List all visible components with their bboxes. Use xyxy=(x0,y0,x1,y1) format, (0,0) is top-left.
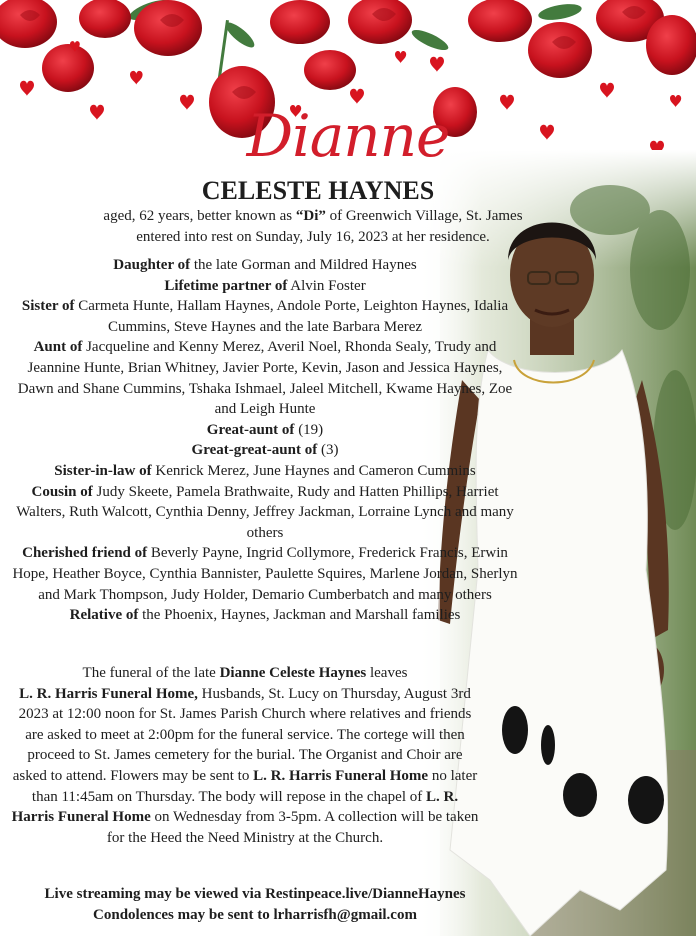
relation-text: (3) xyxy=(317,442,339,459)
surname-heading: CELESTE HAYNES xyxy=(201,176,435,205)
relation-text: Kenrick Merez, June Haynes and Cameron Cummins xyxy=(151,462,476,479)
funeral-text-3: Husbands, St. Lucy on Thursday, August 3rd 2023 at 12:00 noon for St. James Parish Church where relatives and friends are asked to meet at 2:00pm for the funeral service. The cortege will then proceed to St. James cemetery for the burial. The Organist and Choir are asked to attend. Flowers may be sent to xyxy=(12,685,472,784)
relation-text: Jacqueline and Kenny Merez, Averil Noel, Rhonda Sealy, Trudy and Jeannine Hunte, Brian Whitney, Javier Porte, Kevin, Jason and Jessica Haynes, Dawn and Shane Cummins, Tshaka Ishmael, Jaleel Mitchell, Kwame Haynes, Zoe and Leigh Hunte xyxy=(17,339,513,418)
funeral-home-name: L. R. Harris Funeral Home xyxy=(253,767,429,784)
relation-item xyxy=(10,543,520,605)
live-streaming-note: Live streaming may be viewed via Restinpeace.live/DianneHaynes xyxy=(44,886,466,902)
funeral-text-5: on Wednesday from 3-5pm. A collection will be taken for the Heed the Need Ministry at the Church. xyxy=(106,809,479,846)
intro-line2: entered into rest on Sunday, July 16, 2023 at her residence. xyxy=(136,228,490,245)
relation-label: Great-aunt of xyxy=(206,421,295,438)
relation-item xyxy=(10,482,520,544)
relation-label: Cousin of xyxy=(31,483,93,500)
relation-item xyxy=(10,296,520,337)
relation-label: Great-great-aunt of xyxy=(191,442,318,459)
funeral-details xyxy=(10,663,480,848)
condolences-note: Condolences may be sent to lrharrisfh@gmail.com xyxy=(93,906,417,923)
funeral-text-2: leaves xyxy=(366,665,408,681)
funeral-text-4: no later than 11:45am on Thursday. The body will repose in the chapel of xyxy=(31,767,478,805)
footer xyxy=(10,884,500,925)
relation-item xyxy=(10,461,520,482)
relation-item xyxy=(10,440,520,461)
relation-label: Aunt of xyxy=(33,339,83,356)
relation-label: Cherished friend of xyxy=(22,545,148,562)
funeral-home-name: L. R. Harris Funeral Home xyxy=(11,788,459,826)
funeral-text-1: The funeral of the late xyxy=(82,665,220,681)
deceased-name: Dianne Celeste Haynes xyxy=(219,665,367,681)
relation-label: Sister of xyxy=(21,298,75,315)
relation-item xyxy=(10,337,520,419)
relation-text: the Phoenix, Haynes, Jackman and Marshall families xyxy=(138,607,461,624)
relation-text: Carmeta Hunte, Hallam Haynes, Andole Porte, Leighton Haynes, Idalia Cummins, Steve Haynes and the late Barbara Merez xyxy=(74,298,509,335)
relation-label: Relative of xyxy=(69,607,139,624)
nickname: “Di” xyxy=(295,208,326,224)
relation-item xyxy=(10,420,520,441)
first-name-heading: Dianne xyxy=(246,102,450,170)
relation-label: Sister-in-law of xyxy=(54,462,152,479)
relation-label: Lifetime partner of xyxy=(164,277,288,294)
relation-text: Beverly Payne, Ingrid Collymore, Frederick Francis, Erwin Hope, Heather Boyce, Cynthia Bannister, Paulette Squires, Marlene Jordan, Sherlyn and Mark Thompson, Judy Holder, Demario Cumberbatch and many others xyxy=(12,545,518,603)
relation-text: (19) xyxy=(294,421,324,438)
relation-label: Daughter of xyxy=(113,257,191,273)
intro-text xyxy=(12,206,614,247)
relation-text: the late Gorman and Mildred Haynes xyxy=(190,257,417,273)
intro-line1-pre: aged, 62 years, better known as xyxy=(103,208,296,224)
relation-item xyxy=(10,276,520,297)
relation-item xyxy=(10,255,520,276)
relations-list xyxy=(10,255,520,626)
relation-item xyxy=(10,605,520,626)
intro-line1-post: of Greenwich Village, St. James xyxy=(325,208,523,224)
relation-text: Judy Skeete, Pamela Brathwaite, Rudy and Hatten Phillips, Harriet Walters, Ruth Walcott, Cynthia Denny, Jeffrey Jackman, Lorraine Lynch and many others xyxy=(16,483,514,541)
relation-text: Alvin Foster xyxy=(287,277,366,294)
funeral-home-name: L. R. Harris Funeral Home, xyxy=(19,685,198,702)
